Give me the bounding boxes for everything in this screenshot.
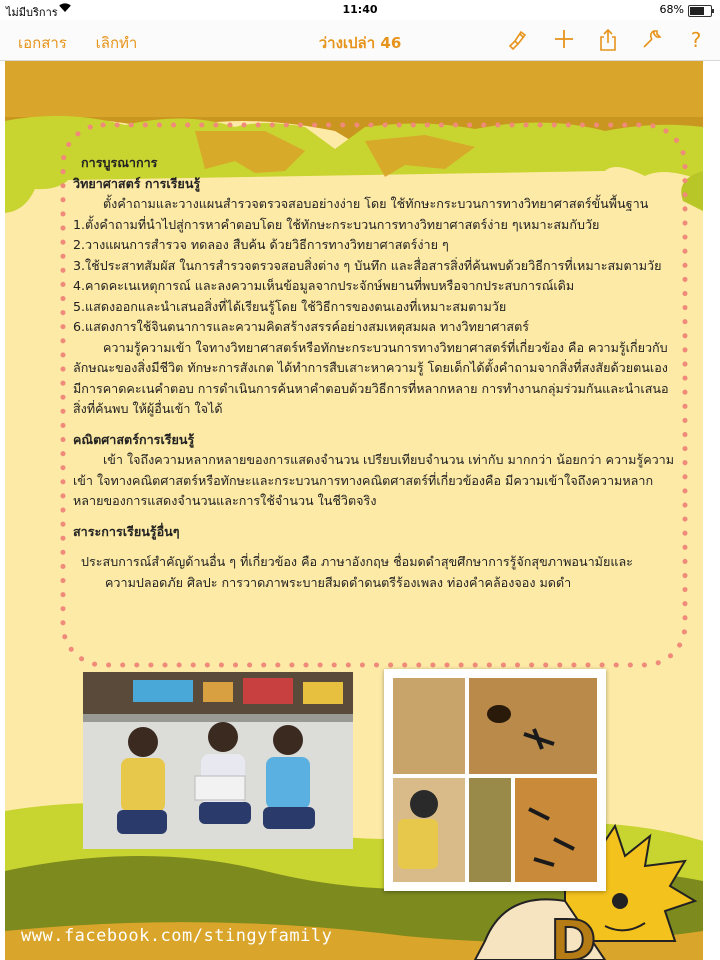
math-text: เข้า ใจถึงความหลากหลายของการแสดงจำนวน เปรียบเทียบจำนวน เท่ากับ มากกว่า น้อยกว่า ความรู้ความเข้า ใจทางคณิตศาสตร์หรือทักษะและกระบวนการทางคณิตศาสตร์ที่เกี่ยวข้องคือ มีความเข้าใจถึงความหลากหลายของการแสดงจำนวนและการใช้จำนวน ในชีวิตจริง [73, 452, 675, 508]
ants-collage-photo[interactable] [384, 669, 606, 891]
children-photo[interactable] [83, 672, 353, 849]
document-body[interactable] [73, 153, 678, 593]
help-icon[interactable]: ? [690, 28, 702, 52]
facebook-url: www.facebook.com/stingyfamily [21, 926, 333, 946]
plus-icon[interactable] [552, 28, 576, 52]
document-title[interactable]: ว่างเปล่า 46 [318, 34, 402, 52]
brush-icon[interactable] [505, 28, 529, 52]
clock: 11:40 [342, 3, 378, 16]
science-item: 5.แสดงออกและนำเสนอสิ่งที่ได้เรียนรู้โดย ใช้วิธีการของตนเองที่เหมาะสมตามวัย [73, 298, 507, 314]
documents-button[interactable]: เอกสาร [18, 34, 67, 52]
science-item: 3.ใช้ประสาทสัมผัส ในการสำรวจตรวจสอบสิ่งต่าง ๆ บันทึก และสื่อสารสิ่งที่ค้นพบด้วยวิธีการที่เหมาะสมตามวัย [73, 257, 662, 273]
svg-text:D: D [550, 909, 597, 960]
status-bar [0, 0, 720, 20]
science-item: 4.คาดคะเนเหตุการณ์ และลงความเห็นข้อมูลจากประจักษ์พยานที่พบหรือจากประสบการณ์เดิม [73, 278, 575, 293]
other-text-line-1: ประสบการณ์สำคัญด้านอื่น ๆ ที่เกี่ยวข้อง คือ ภาษาอังกฤษ ชื่อมดดำสุขศึกษาการรู้จักสุขภาพอนามัยและ [81, 554, 633, 569]
share-icon[interactable] [596, 28, 620, 52]
heading-science: วิทยาศาสตร์ การเรียนรู้ [73, 175, 201, 191]
science-item: 6.แสดงการใช้จินตนาการและความคิดสร้างสรรค์อย่างสมเหตุสมผล ทางวิทยาศาสตร์ [73, 319, 530, 334]
other-text-line-2: ความปลอดภัย ศิลปะ การวาดภาพระบายสีมดดำดนตรีร้องเพลง ท่องคำคล้องจอง มดดำ [105, 574, 572, 590]
science-item: 2.วางแผนการสำรวจ ทดลอง สืบค้น ด้วยวิธีการทางวิทยาศาสตร์ง่าย ๆ [73, 237, 449, 252]
toolbar [0, 20, 720, 61]
battery-percent: 68% [659, 3, 684, 16]
document-page [5, 61, 703, 960]
carrier-label: ไม่มีบริการ [6, 6, 58, 19]
science-intro: ตั้งคำถามและวางแผนสำรวจตรวจสอบอย่างง่าย โดย ใช้ทักษะกระบวนการทางวิทยาศาสตร์ขั้นพื้นฐาน [103, 196, 649, 211]
battery-icon [688, 5, 712, 17]
heading-math: คณิตศาสตร์การเรียนรู้ [73, 431, 195, 447]
heading-other: สาระการเรียนรู้อื่นๆ [73, 523, 180, 539]
wrench-icon[interactable] [640, 28, 664, 52]
heading-integration: การบูรณาการ [81, 155, 158, 170]
undo-button[interactable]: เลิกทำ [95, 34, 138, 52]
science-item: 1.ตั้งคำถามที่นำไปสู่การหาคำตอบโดย ใช้ทักษะกระบวนการทางวิทยาศาสตร์ง่าย ๆเหมาะสมกับวัย [73, 216, 600, 232]
science-summary: ความรู้ความเข้า ใจทางวิทยาศาสตร์หรือทักษะกระบวนการทางวิทยาศาสตร์ที่เกี่ยวข้อง คือ ความรู้เกี่ยวกับลักษณะของสิ่งมีชีวิต ทักษะการสังเกต ได้ทำการสืบเสาะหาความรู้ โดยเด็กได้ตั้งคำถามจากสิ่งที่สงสัยด้วยตนเอง มีการคาดคะเนคำตอบ การดำเนินการค้นหาคำตอบด้วยวิธีการที่หลากหลาย การทำงานกลุ่มร่วมกันและนำเสนอสิ่งที่ค้นพบ ให้ผู้อื่นเข้า ใจได้ [73, 339, 669, 416]
